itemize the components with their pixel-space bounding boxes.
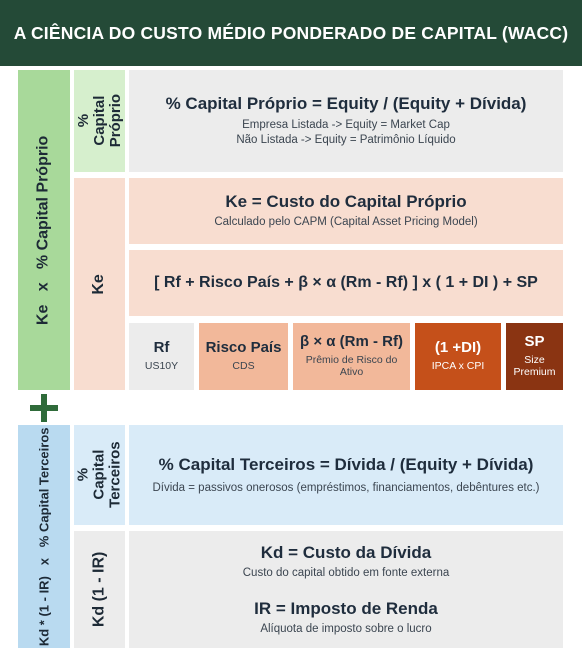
- kd-label: Kd (1 - IR): [90, 551, 108, 628]
- page-title-text: A CIÊNCIA DO CUSTO MÉDIO PONDERADO DE CAPITAL (WACC): [13, 22, 569, 43]
- kd-definition-title: Kd = Custo da Dívida: [260, 542, 432, 562]
- component-sp: [506, 323, 563, 390]
- component-di-subtitle: IPCA x CPI: [431, 359, 485, 372]
- component-rf-title: Rf: [153, 339, 170, 357]
- ke-definition-title: Ke = Custo do Capital Próprio: [225, 192, 467, 212]
- debt-share-formula: % Capital Terceiros = Dívida / (Equity + Dívida): [158, 454, 534, 474]
- component-country-risk-title: Risco País: [205, 339, 282, 357]
- kd-definition-box: [129, 531, 563, 648]
- ke-formula: [ Rf + Risco País + β × α (Rm - Rf) ] x ( 1 + DI ) + SP: [154, 274, 538, 291]
- ke-label-box: [74, 178, 125, 390]
- equity-share-listed: Empresa Listada -> Equity = Market Cap: [242, 119, 450, 132]
- component-country-risk-subtitle: CDS: [232, 359, 255, 372]
- equity-share-unlisted: Não Listada -> Equity = Patrimônio Líquido: [236, 134, 456, 146]
- debt-share-box: [129, 425, 563, 525]
- equity-side-label-box: [18, 70, 70, 390]
- ke-label: Ke: [90, 273, 108, 295]
- equity-side-label: Ke x % Capital Próprio: [34, 135, 52, 325]
- component-sp-title: SP: [524, 333, 545, 351]
- debt-side-label-box: [18, 425, 70, 648]
- kd-definition-subtitle: Custo do capital obtido em fonte externa: [242, 566, 450, 579]
- page-title: [0, 0, 582, 66]
- equity-share-formula: % Capital Próprio = Equity / (Equity + Dívida): [165, 94, 527, 114]
- component-beta: [293, 323, 410, 390]
- debt-share-label-box: [74, 425, 125, 525]
- ke-definition-box: [129, 178, 563, 244]
- debt-share-definition: Dívida = passivos onerosos (empréstimos, financiamentos, debêntures etc.): [152, 481, 540, 494]
- component-sp-subtitle: Size Premium: [513, 353, 556, 379]
- equity-share-box: [129, 70, 563, 172]
- component-country-risk: [199, 323, 288, 390]
- ke-formula-box: [129, 250, 563, 316]
- plus-icon: [30, 394, 58, 422]
- component-di: [415, 323, 501, 390]
- equity-share-label-box: [74, 70, 125, 172]
- component-beta-title: β × α (Rm - Rf): [300, 333, 403, 351]
- debt-side-label: Kd * (1 - IR) x % Capital Terceiros: [36, 427, 52, 646]
- debt-share-label: % Capital Terceiros: [74, 441, 124, 509]
- kd-label-box: [74, 531, 125, 648]
- equity-share-label: % Capital Próprio: [74, 94, 124, 148]
- component-beta-subtitle: Prêmio de Risco do Ativo: [305, 353, 398, 379]
- component-rf: [129, 323, 194, 390]
- component-di-title: (1 +DI): [434, 339, 482, 357]
- ir-definition-subtitle: Alíquota de imposto sobre o lucro: [260, 622, 432, 635]
- component-rf-subtitle: US10Y: [144, 359, 179, 372]
- ke-definition-subtitle: Calculado pelo CAPM (Capital Asset Pricing Model): [214, 216, 478, 229]
- ir-definition-title: IR = Imposto de Renda: [254, 598, 438, 618]
